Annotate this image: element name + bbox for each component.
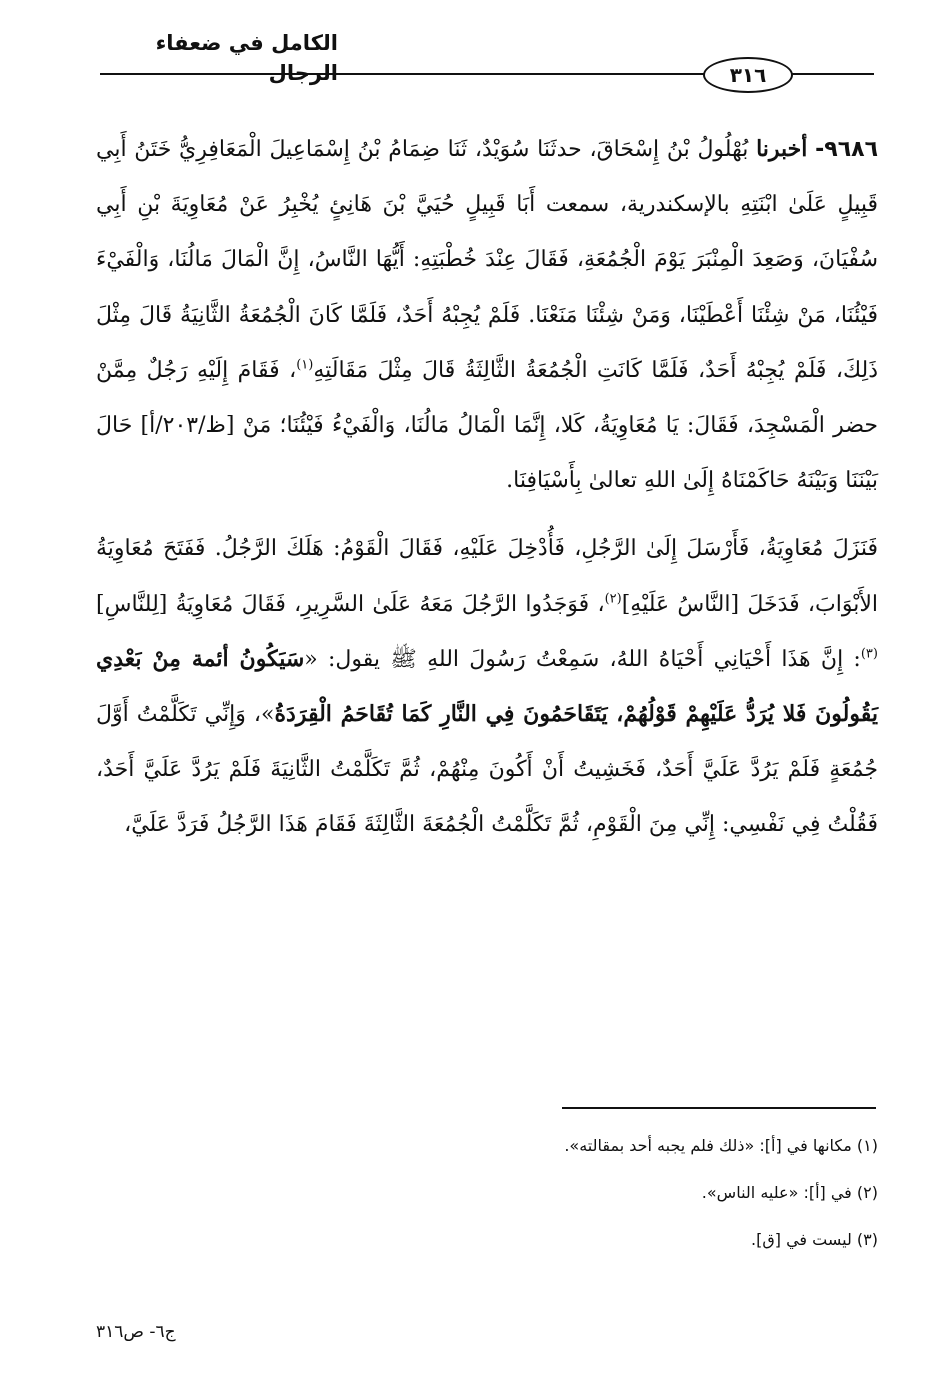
- footnote-2: (٢) في [أ]: «عليه الناس».: [701, 1183, 878, 1202]
- paragraph-2-a: فَنَزَلَ مُعَاوِيَةُ، فَأَرْسَلَ إِلَىٰ الرَّجُلِ، فَأُدْخِلَ عَلَيْهِ، فَقَالَ الْقَوْمُ: هَلَكَ الرَّجُلُ. فَفَتَحَ مُعَاوِيَةُ الأَبْوَابَ، فَدَخَلَ [النَّاسُ عَلَيْهِ]: [96, 536, 878, 617]
- footnote-mark-2: (٢): [604, 591, 622, 607]
- page-number: ٣١٦: [703, 57, 793, 93]
- footnote-rule: [562, 1107, 876, 1109]
- page-reference: ج٦- ص٣١٦: [96, 1322, 176, 1342]
- book-title: الكامل في ضعفاء الرجال: [155, 31, 338, 85]
- paragraph-2-c: : إِنَّ هَذَا أَحْيَانِي أَحْيَاهُ اللهُ، سَمِعْتُ رَسُولَ اللهِ ﷺ يقول: «: [304, 646, 861, 672]
- paragraph-2-d: »، وَإِنِّي تَكَلَّمْتُ أَوَّلَ جُمُعَةٍ فَلَمْ يَرُدَّ عَلَيَّ أَحَدٌ، فَخَشِيتُ أَنْ أَكُونَ مِنْهُمْ، ثُمَّ تَكَلَّمْتُ الثَّانِيَةَ فَلَمْ يَرُدَّ عَلَيَّ أَحَدٌ، فَقُلْتُ فِي نَفْسِي: إِنِّي مِنَ الْقَوْمِ، ثُمَّ تَكَلَّمْتُ الْجُمُعَةَ الثَّالِثَةَ فَقَامَ هَذَا الرَّجُلُ فَرَدَّ عَلَيَّ،: [96, 702, 878, 838]
- entry-number: ٩٦٨٦-: [815, 137, 878, 162]
- footnote-mark-1: (١): [296, 357, 314, 373]
- paragraph-2: [96, 521, 878, 852]
- hadith-quote: سَيَكُونُ أئمة مِنْ بَعْدِي يَقُولُونَ فَلا يُرَدُّ عَلَيْهِمْ قَوْلُهُمْ، يَتَقَاحَمُونَ فِي النَّارِ كَمَا تُقَاحَمُ الْقِرَدَةُ: [96, 645, 878, 728]
- main-text: [96, 122, 878, 853]
- lead-word: أخبرنا: [756, 136, 808, 162]
- footnotes: [96, 1122, 878, 1263]
- footnote-mark-3: (٣): [860, 646, 878, 662]
- footnote-1: (١) مكانها في [أ]: «ذلك فلم يجبه أحد بمقالته».: [564, 1136, 878, 1155]
- paragraph-1-text: بُهْلُولُ بْنُ إِسْحَاقَ، حدثَنَا سُوَيْدٌ، ثَنَا ضِمَامُ بْنُ إِسْمَاعِيلَ الْمَعَافِرِيُّ خَتَنُ أَبِي قَبِيلٍ عَلَىٰ ابْنَتِهِ بالإسكندرية، سمعت أَبَا قَبِيلٍ حُيَيَّ بْنَ هَانِئٍ يُخْبِرُ عَنْ مُعَاوِيَةَ بْنِ أَبِي سُفْيَانَ، وَصَعِدَ الْمِنْبَرَ يَوْمَ الْجُمُعَةِ، فَقَالَ عِنْدَ خُطْبَتِهِ: أَيُّهَا النَّاسُ، إِنَّ الْمَالَ مَالُنَا، وَالْفَيْءَ فَيْئُنَا، مَنْ شِئْنَا أَعْطَيْنَا، وَمَنْ شِئْنَا مَنَعْنَا. فَلَمْ يُجِبْهُ أَحَدٌ، فَلَمَّا كَانَ الْجُمُعَةُ الثَّانِيَةُ قَالَ مِثْلَ ذَلِكَ، فَلَمْ يُجِبْهُ أَحَدٌ، فَلَمَّا كَانَتِ الْجُمُعَةُ الثَّالِثَةُ قَالَ مِثْلَ مَقَالَتِهِ: [96, 137, 878, 383]
- paragraph-1-continued: ، فَقَامَ إِلَيْهِ رَجُلٌ مِمَّنْ حضر الْمَسْجِدَ، فَقَالَ: يَا مُعَاوِيَةُ، كَلا، إِنَّمَا الْمَالُ مَالُنَا، وَالْفَيْءُ فَيْئُنَا؛ مَنْ [ظ/٢٠٣/أ] حَالَ بَيْنَنَا وَبَيْنَهُ حَاكَمْنَاهُ إِلَىٰ اللهِ تعالىٰ بِأَسْيَافِنَا.: [96, 357, 878, 494]
- paragraph-1: [96, 122, 878, 508]
- paragraph-2-b: ، فَوَجَدُوا الرَّجُلَ مَعَهُ عَلَىٰ السَّرِيرِ، فَقَالَ مُعَاوِيَةُ [لِلنَّاسِ]: [96, 591, 605, 617]
- footnote-3: (٣) ليست في [ق].: [751, 1230, 878, 1249]
